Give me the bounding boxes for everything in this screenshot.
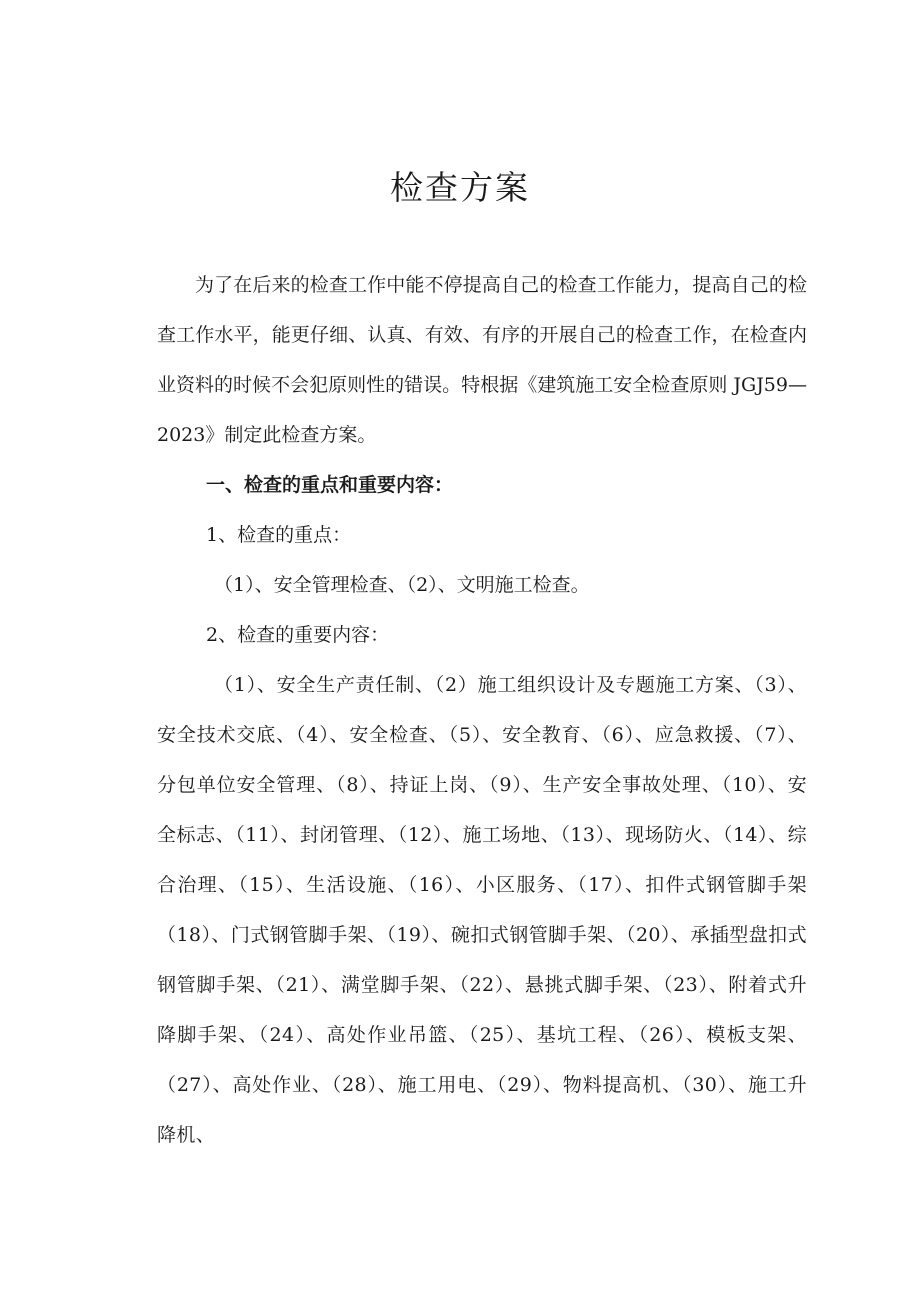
subsection-content-list: （1）、安全生产责任制、（2）施工组织设计及专题施工方案、（3）、安全技术交底、（4）、安全检查、（5）、安全教育、（6）、应急救援、（7）、分包单位安全管理、（8）、持证上岗、（9）、生产安全事故处理、（10）、安全标志、（11）、封闭管理、（12）、施工场地、（13）、现场防火、（14）、综合治理、（15）、生活设施、（16）、小区服务、（17）、扣件式钢管脚手架（18）、门式钢管脚手架、（19）、碗扣式钢管脚手架、（20）、承插型盘扣式钢管脚手架、（21）、满堂脚手架、（22）、悬挑式脚手架、（23）、附着式升降脚手架、（24）、高处作业吊篮、（25）、基坑工程、（26）、模板支架、（27）、高处作业、（28）、施工用电、（29）、物料提高机、（30）、施工升降机、 bbox=[157, 674, 807, 1146]
page-title: 检查方案 bbox=[390, 168, 530, 207]
subsection-label-contents: 2、检查的重要内容： bbox=[206, 624, 390, 646]
subsection-label-focus: 1、检查的重点： bbox=[206, 524, 352, 546]
intro-paragraph: 为了在后来的检查工作中能不停提高自己的检查工作能力，提高自己的检查工作水平，能更仔细、认真、有效、有序的开展自己的检查工作，在检查内业资料的时候不会犯原则性的错误。特根据《建筑施工安全检查原则 JGJ59—2023》制定此检查方案。 bbox=[157, 274, 807, 446]
section-heading: 一、检查的重点和重要内容： bbox=[206, 474, 454, 496]
subsection-content-focus: （1）、安全管理检查、（2）、文明施工检查。 bbox=[214, 574, 590, 596]
